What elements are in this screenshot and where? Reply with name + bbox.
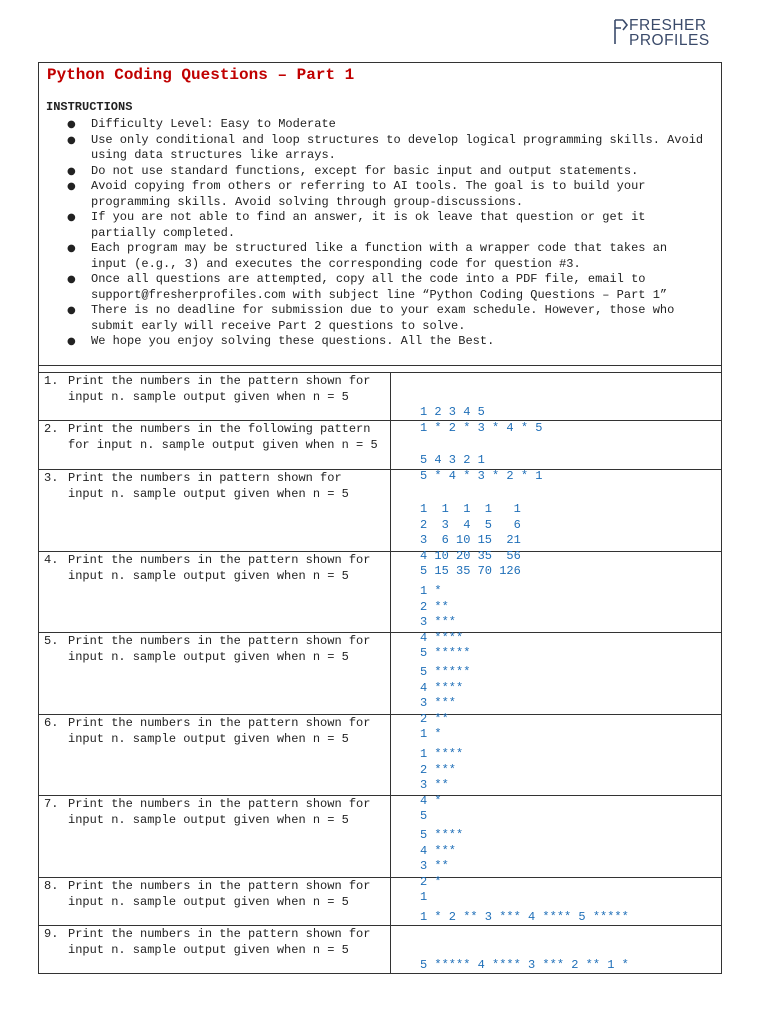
sample-output-2: 5 4 3 2 1 5 * 4 * 3 * 2 * 1: [420, 453, 543, 483]
question-4: 4. Print the numbers in the pattern shown for input n. sample output given when n = 5: [44, 553, 371, 583]
document-title: Python Coding Questions – Part 1: [47, 66, 355, 84]
logo-text-profiles: PROFILES: [629, 33, 710, 46]
bullet-icon: ●: [67, 212, 76, 223]
sample-output-6: 1 **** 2 *** 3 ** 4 * 5: [420, 747, 464, 823]
instruction-item: ● Do not use standard functions, except for basic input and output statements.: [67, 163, 639, 178]
bullet-icon: ●: [67, 134, 76, 146]
instruction-item: ● We hope you enjoy solving these questions. All the Best.: [67, 334, 495, 348]
instructions-list: [39, 117, 719, 350]
table-divider: [39, 372, 721, 373]
sample-output-4: 1 * 2 ** 3 *** 4 **** 5 *****: [420, 584, 471, 660]
table-divider: [39, 469, 721, 470]
sample-output-3: 1 1 1 1 1 2 3 4 5 6 3 6 10 15 21 4 10 20 35 56 5 15 35 70 126: [420, 502, 521, 578]
table-divider: [39, 632, 721, 633]
instruction-item: ● Difficulty Level: Easy to Moderate: [67, 117, 336, 131]
question-3: 3. Print the numbers in pattern shown for input n. sample output given when n = 5: [44, 471, 349, 501]
instruction-item: ● Each program may be structured like a function with a wrapper code that takes an input (e.g., 3) and executes the corresponding code for question #3.: [67, 241, 668, 271]
question-9: 9. Print the numbers in the pattern shown for input n. sample output given when n = 5: [44, 927, 371, 957]
sample-output-5: 5 ***** 4 **** 3 *** 2 ** 1 *: [420, 665, 471, 741]
bullet-icon: ●: [67, 336, 76, 347]
bullet-icon: ●: [67, 165, 76, 177]
instruction-item: ● Use only conditional and loop structures to develop logical programming skills. Avoid using data structures like arrays.: [67, 132, 704, 162]
table-divider: [39, 365, 721, 366]
column-divider: [390, 372, 391, 974]
question-6: 6. Print the numbers in the pattern shown for input n. sample output given when n = 5: [44, 716, 371, 746]
question-8: 8. Print the numbers in the pattern shown for input n. sample output given when n = 5: [44, 879, 371, 909]
instruction-item: ● Once all questions are attempted, copy all the code into a PDF file, email to support@fresherprofiles.com with subject line “Python Coding Questions – Part 1”: [67, 272, 668, 302]
question-1: 1. Print the numbers in the pattern shown for input n. sample output given when n = 5: [44, 374, 371, 404]
table-divider: [39, 795, 721, 796]
instruction-item: ● There is no deadline for submission due to your exam schedule. However, those who submit early will receive Part 2 questions to solve.: [67, 303, 675, 333]
instructions-heading: INSTRUCTIONS: [46, 100, 133, 114]
logo-icon: [612, 17, 630, 47]
table-divider: [39, 551, 721, 552]
bullet-icon: ●: [67, 243, 76, 254]
sample-output-7: 5 **** 4 *** 3 ** 2 * 1: [420, 828, 464, 904]
sample-output-8: 1 * 2 ** 3 *** 4 **** 5 *****: [420, 910, 629, 924]
instruction-item: ● If you are not able to find an answer, it is ok leave that question or get it partially completed.: [67, 210, 646, 240]
sample-output-1: 1 2 3 4 5 1 * 2 * 3 * 4 * 5: [420, 405, 543, 435]
bullet-icon: ●: [67, 274, 76, 285]
sample-output-9: 5 ***** 4 **** 3 *** 2 ** 1 *: [420, 958, 629, 972]
instruction-item: ● Avoid copying from others or referring to AI tools. The goal is to build your programming skills. Avoid solving through group-discussions.: [67, 179, 646, 209]
fresher-profiles-logo: [612, 17, 722, 49]
bullet-icon: ●: [67, 181, 76, 192]
table-divider: [39, 420, 721, 421]
question-7: 7. Print the numbers in the pattern shown for input n. sample output given when n = 5: [44, 797, 371, 827]
question-2: 2. Print the numbers in the following pattern for input n. sample output given when n = 5: [44, 422, 378, 452]
logo-text-fresher: FRESHER: [629, 17, 707, 34]
bullet-icon: ●: [67, 119, 76, 130]
question-5: 5. Print the numbers in the pattern shown for input n. sample output given when n = 5: [44, 634, 371, 664]
table-divider: [39, 714, 721, 715]
table-divider: [39, 877, 721, 878]
bullet-icon: ●: [67, 305, 76, 316]
questions-table: [38, 62, 722, 974]
